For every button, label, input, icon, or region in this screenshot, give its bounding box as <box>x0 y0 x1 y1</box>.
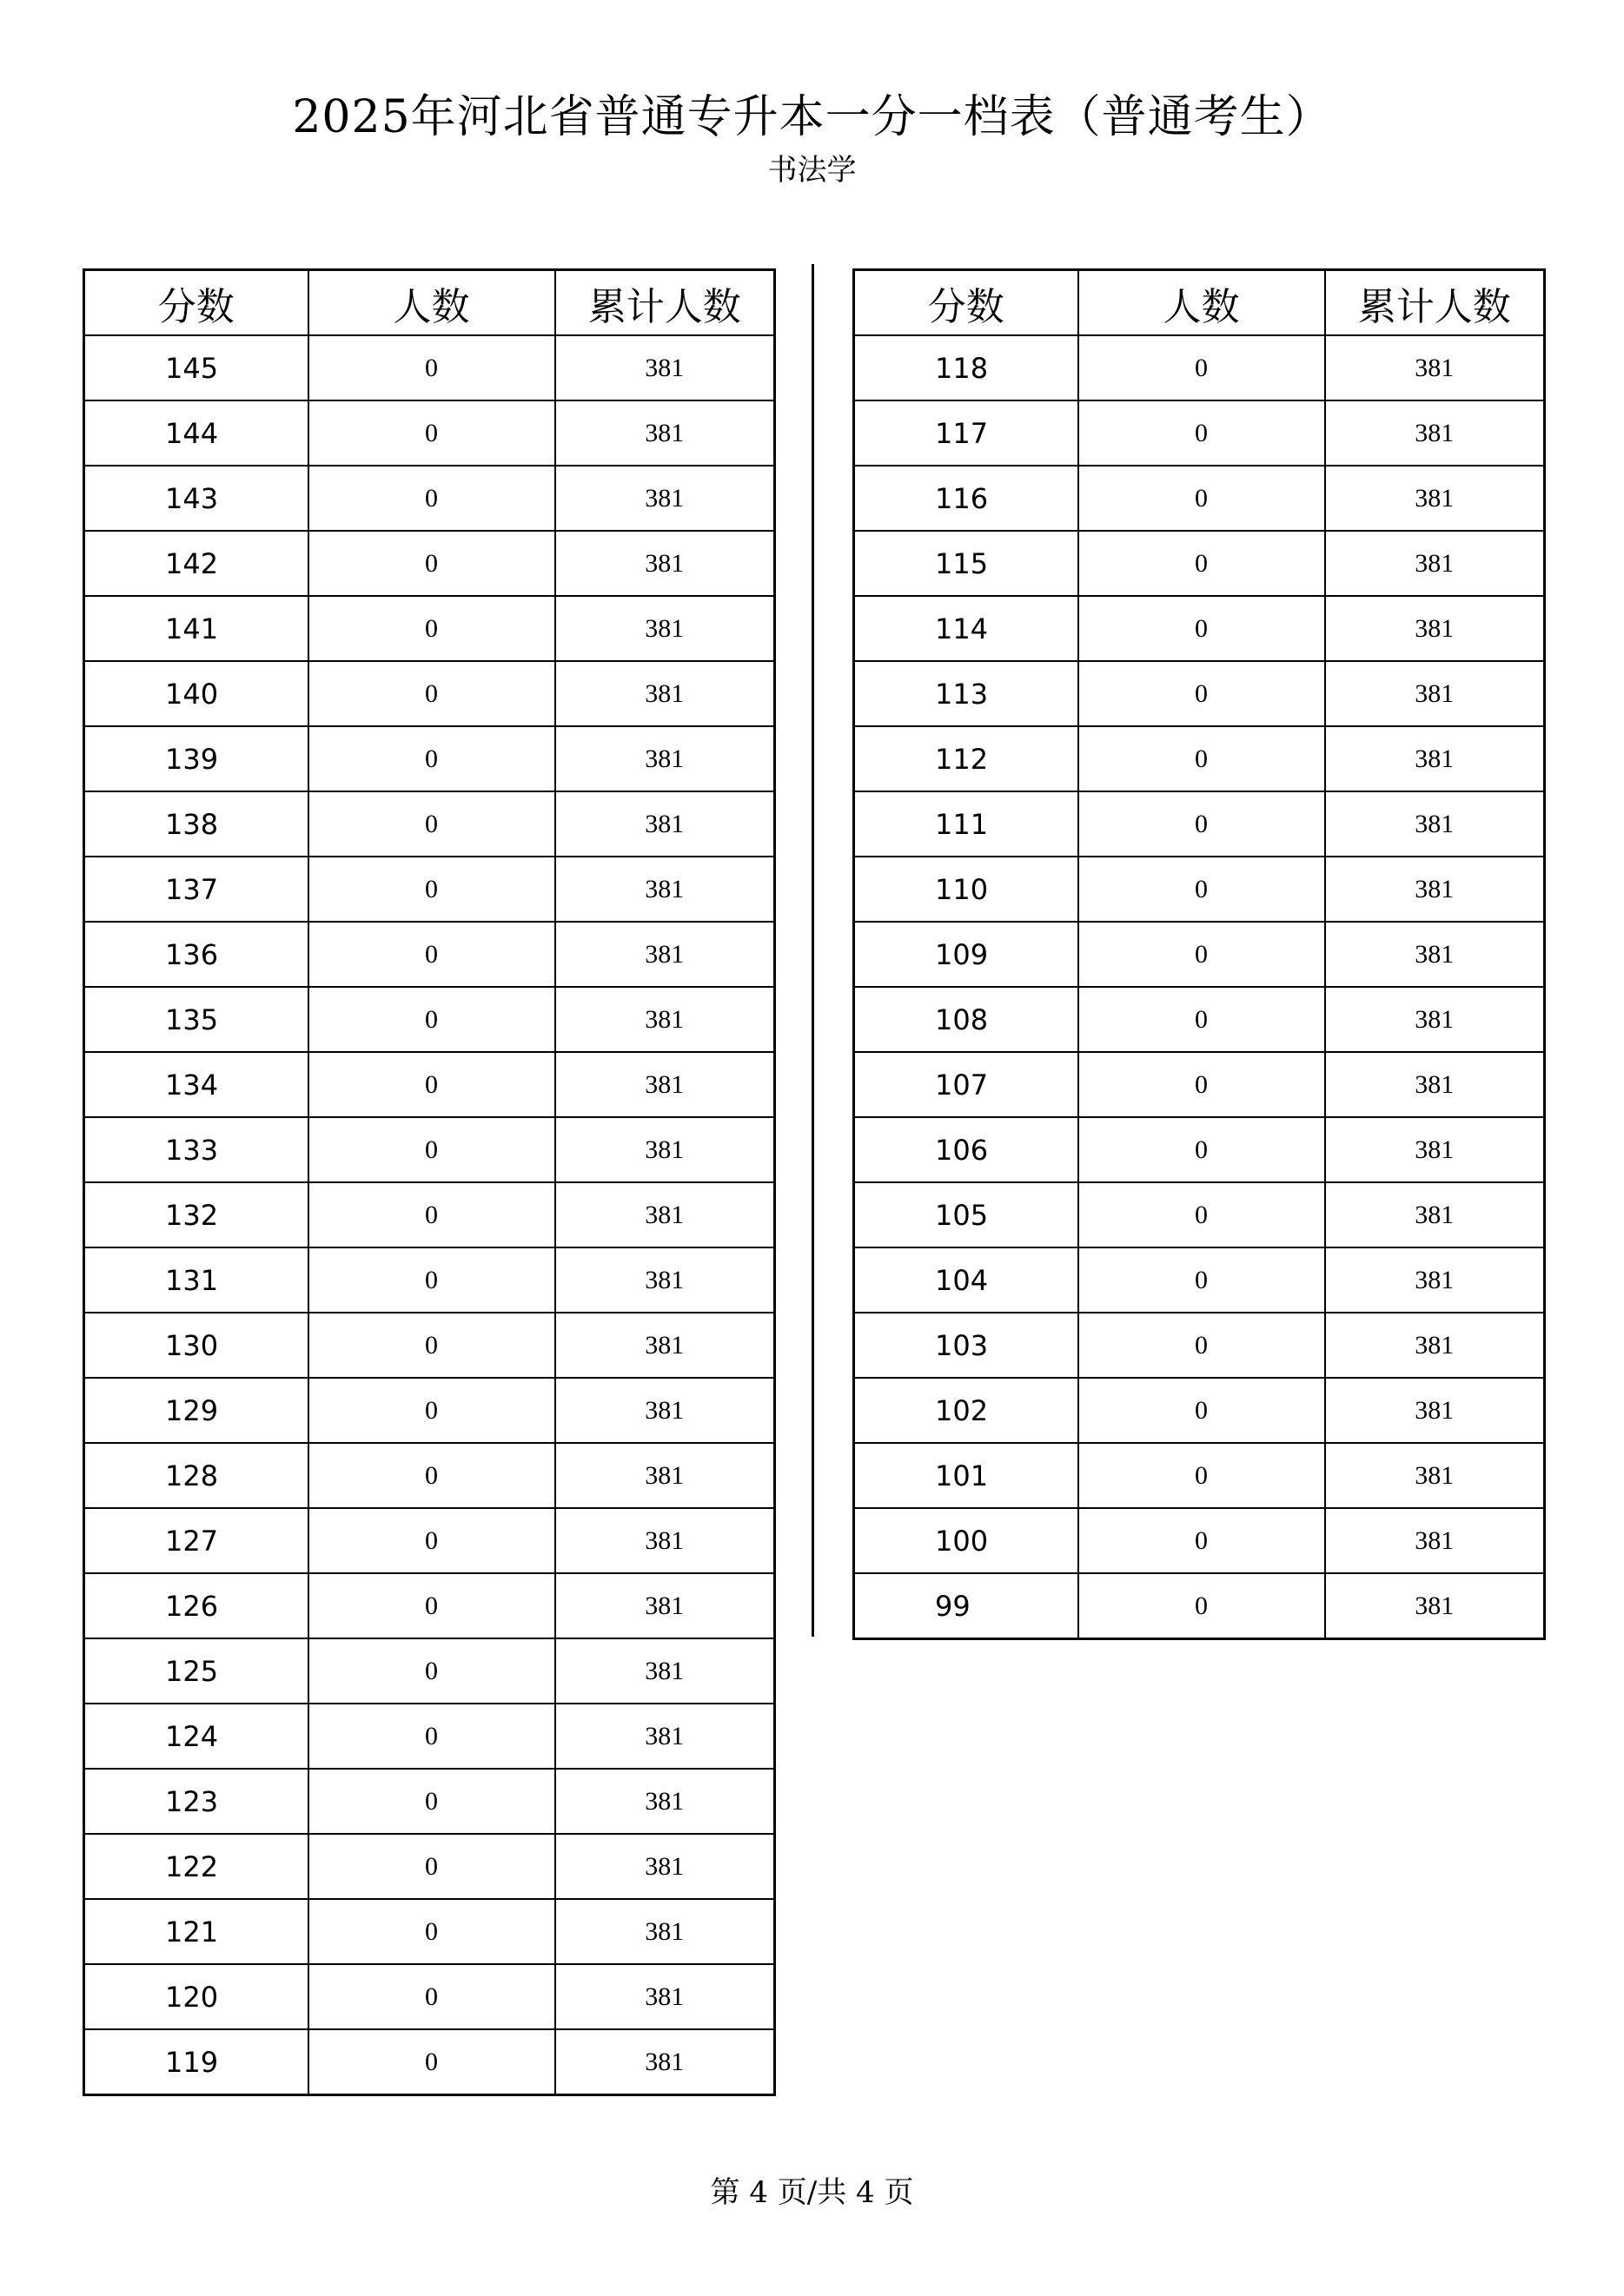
table-row <box>854 400 1545 466</box>
table-row <box>854 1508 1545 1573</box>
count-cell: 0 <box>1078 1117 1325 1182</box>
score-cell: 108 <box>854 987 1078 1052</box>
table-row <box>84 1638 775 1704</box>
cumulative-cell: 381 <box>1325 987 1545 1052</box>
score-cell: 145 <box>84 335 308 400</box>
table-row <box>84 1769 775 1834</box>
cumulative-cell: 381 <box>555 1508 775 1573</box>
table-row <box>84 791 775 857</box>
table-row <box>854 335 1545 400</box>
count-cell: 0 <box>308 1769 555 1834</box>
table-row <box>84 466 775 531</box>
count-cell: 0 <box>1078 1247 1325 1313</box>
table-row <box>84 726 775 791</box>
score-cell: 117 <box>854 400 1078 466</box>
count-cell: 0 <box>1078 1313 1325 1378</box>
cumulative-cell: 381 <box>555 1052 775 1117</box>
count-cell: 0 <box>308 791 555 857</box>
cumulative-cell: 381 <box>555 1443 775 1508</box>
page-title: 2025年河北省普通专升本一分一档表（普通考生） <box>292 91 1332 143</box>
table-row <box>854 1378 1545 1443</box>
count-cell: 0 <box>308 1313 555 1378</box>
table-row <box>84 1313 775 1378</box>
cumulative-cell: 381 <box>555 857 775 922</box>
score-cell: 125 <box>84 1638 308 1704</box>
cumulative-cell: 381 <box>555 1769 775 1834</box>
cumulative-cell: 381 <box>1325 661 1545 726</box>
cumulative-cell: 381 <box>1325 857 1545 922</box>
cumulative-cell: 381 <box>1325 791 1545 857</box>
column-divider <box>812 264 814 1637</box>
table-row <box>84 1834 775 1899</box>
count-cell: 0 <box>308 1508 555 1573</box>
score-table-right <box>852 268 1546 1640</box>
cumulative-cell: 381 <box>1325 1117 1545 1182</box>
table-row <box>84 400 775 466</box>
table-row <box>854 857 1545 922</box>
table-row <box>854 1052 1545 1117</box>
count-cell: 0 <box>308 1182 555 1247</box>
table-row <box>854 1573 1545 1639</box>
table-header-row <box>84 270 775 336</box>
score-cell: 130 <box>84 1313 308 1378</box>
page-footer: 第 4 页/共 4 页 <box>710 2175 914 2210</box>
cumulative-cell: 381 <box>555 1834 775 1899</box>
count-cell: 0 <box>1078 661 1325 726</box>
cumulative-cell: 381 <box>555 1638 775 1704</box>
score-cell: 106 <box>854 1117 1078 1182</box>
cumulative-cell: 381 <box>1325 1573 1545 1639</box>
count-cell: 0 <box>1078 335 1325 400</box>
score-cell: 124 <box>84 1704 308 1769</box>
table-row <box>84 2029 775 2095</box>
count-cell: 0 <box>308 987 555 1052</box>
cumulative-cell: 381 <box>555 1704 775 1769</box>
cumulative-cell: 381 <box>555 1313 775 1378</box>
count-cell: 0 <box>308 726 555 791</box>
score-cell: 121 <box>84 1899 308 1964</box>
count-cell: 0 <box>308 2029 555 2095</box>
column-header-cumulative: 累计人数 <box>555 270 775 336</box>
table-row <box>84 987 775 1052</box>
score-cell: 144 <box>84 400 308 466</box>
cumulative-cell: 381 <box>555 2029 775 2095</box>
score-cell: 128 <box>84 1443 308 1508</box>
cumulative-cell: 381 <box>555 596 775 661</box>
count-cell: 0 <box>308 1638 555 1704</box>
cumulative-cell: 381 <box>555 987 775 1052</box>
count-cell: 0 <box>1078 791 1325 857</box>
cumulative-cell: 381 <box>555 791 775 857</box>
count-cell: 0 <box>308 1378 555 1443</box>
count-cell: 0 <box>1078 400 1325 466</box>
cumulative-cell: 381 <box>555 531 775 596</box>
score-table-left <box>83 268 776 2096</box>
page-subtitle: 书法学 <box>767 153 857 188</box>
table-row <box>84 1899 775 1964</box>
score-cell: 133 <box>84 1117 308 1182</box>
count-cell: 0 <box>1078 987 1325 1052</box>
score-cell: 114 <box>854 596 1078 661</box>
table-row <box>854 661 1545 726</box>
cumulative-cell: 381 <box>555 400 775 466</box>
cumulative-cell: 381 <box>555 1247 775 1313</box>
table-row <box>84 1508 775 1573</box>
table-row <box>854 1443 1545 1508</box>
score-cell: 139 <box>84 726 308 791</box>
table-row <box>84 661 775 726</box>
cumulative-cell: 381 <box>1325 1052 1545 1117</box>
score-cell: 113 <box>854 661 1078 726</box>
count-cell: 0 <box>308 335 555 400</box>
table-row <box>84 1573 775 1638</box>
count-cell: 0 <box>308 857 555 922</box>
score-cell: 107 <box>854 1052 1078 1117</box>
cumulative-cell: 381 <box>1325 1508 1545 1573</box>
score-cell: 142 <box>84 531 308 596</box>
count-cell: 0 <box>1078 1508 1325 1573</box>
cumulative-cell: 381 <box>1325 1313 1545 1378</box>
score-cell: 137 <box>84 857 308 922</box>
score-cell: 129 <box>84 1378 308 1443</box>
column-header-score: 分数 <box>84 270 308 336</box>
cumulative-cell: 381 <box>1325 922 1545 987</box>
score-cell: 115 <box>854 531 1078 596</box>
score-cell: 136 <box>84 922 308 987</box>
count-cell: 0 <box>1078 531 1325 596</box>
score-cell: 122 <box>84 1834 308 1899</box>
count-cell: 0 <box>1078 726 1325 791</box>
cumulative-cell: 381 <box>1325 335 1545 400</box>
count-cell: 0 <box>308 596 555 661</box>
count-cell: 0 <box>308 922 555 987</box>
count-cell: 0 <box>308 1443 555 1508</box>
table-row <box>854 531 1545 596</box>
score-cell: 104 <box>854 1247 1078 1313</box>
score-cell: 99 <box>854 1573 1078 1639</box>
table-row <box>84 1704 775 1769</box>
cumulative-cell: 381 <box>1325 400 1545 466</box>
score-cell: 134 <box>84 1052 308 1117</box>
cumulative-cell: 381 <box>555 661 775 726</box>
cumulative-cell: 381 <box>555 1964 775 2029</box>
count-cell: 0 <box>1078 466 1325 531</box>
cumulative-cell: 381 <box>1325 1443 1545 1508</box>
table-row <box>854 922 1545 987</box>
score-cell: 132 <box>84 1182 308 1247</box>
score-cell: 120 <box>84 1964 308 2029</box>
table-row <box>84 1052 775 1117</box>
table-row <box>84 531 775 596</box>
count-cell: 0 <box>1078 596 1325 661</box>
table-row <box>84 1443 775 1508</box>
count-cell: 0 <box>308 1834 555 1899</box>
cumulative-cell: 381 <box>555 922 775 987</box>
score-cell: 123 <box>84 1769 308 1834</box>
score-cell: 102 <box>854 1378 1078 1443</box>
score-cell: 118 <box>854 335 1078 400</box>
table-row <box>854 1247 1545 1313</box>
score-cell: 135 <box>84 987 308 1052</box>
table-row <box>854 1313 1545 1378</box>
count-cell: 0 <box>308 1573 555 1638</box>
cumulative-cell: 381 <box>555 335 775 400</box>
column-header-cumulative: 累计人数 <box>1325 270 1545 336</box>
table-row <box>854 1182 1545 1247</box>
cumulative-cell: 381 <box>1325 1182 1545 1247</box>
score-cell: 105 <box>854 1182 1078 1247</box>
count-cell: 0 <box>1078 857 1325 922</box>
cumulative-cell: 381 <box>555 1573 775 1638</box>
cumulative-cell: 381 <box>1325 531 1545 596</box>
column-header-score: 分数 <box>854 270 1078 336</box>
count-cell: 0 <box>1078 922 1325 987</box>
count-cell: 0 <box>308 466 555 531</box>
table-row <box>84 922 775 987</box>
score-cell: 111 <box>854 791 1078 857</box>
table-row <box>84 1378 775 1443</box>
table-header-row <box>854 270 1545 336</box>
score-cell: 101 <box>854 1443 1078 1508</box>
count-cell: 0 <box>308 1899 555 1964</box>
cumulative-cell: 381 <box>555 466 775 531</box>
table-row <box>84 1117 775 1182</box>
cumulative-cell: 381 <box>1325 1378 1545 1443</box>
cumulative-cell: 381 <box>555 1378 775 1443</box>
count-cell: 0 <box>308 1117 555 1182</box>
cumulative-cell: 381 <box>555 1899 775 1964</box>
count-cell: 0 <box>308 531 555 596</box>
table-row <box>84 857 775 922</box>
cumulative-cell: 381 <box>555 1182 775 1247</box>
score-cell: 110 <box>854 857 1078 922</box>
count-cell: 0 <box>1078 1573 1325 1639</box>
score-cell: 127 <box>84 1508 308 1573</box>
count-cell: 0 <box>308 1964 555 2029</box>
score-cell: 116 <box>854 466 1078 531</box>
score-cell: 131 <box>84 1247 308 1313</box>
cumulative-cell: 381 <box>1325 596 1545 661</box>
score-cell: 103 <box>854 1313 1078 1378</box>
score-cell: 109 <box>854 922 1078 987</box>
score-cell: 100 <box>854 1508 1078 1573</box>
count-cell: 0 <box>308 1704 555 1769</box>
count-cell: 0 <box>308 400 555 466</box>
count-cell: 0 <box>1078 1052 1325 1117</box>
score-cell: 143 <box>84 466 308 531</box>
count-cell: 0 <box>308 1052 555 1117</box>
score-cell: 141 <box>84 596 308 661</box>
table-row <box>84 1182 775 1247</box>
cumulative-cell: 381 <box>555 726 775 791</box>
table-row <box>84 596 775 661</box>
table-row <box>854 466 1545 531</box>
cumulative-cell: 381 <box>1325 726 1545 791</box>
table-row <box>84 1247 775 1313</box>
score-cell: 140 <box>84 661 308 726</box>
cumulative-cell: 381 <box>1325 466 1545 531</box>
count-cell: 0 <box>1078 1378 1325 1443</box>
column-header-count: 人数 <box>308 270 555 336</box>
column-header-count: 人数 <box>1078 270 1325 336</box>
count-cell: 0 <box>1078 1182 1325 1247</box>
score-cell: 138 <box>84 791 308 857</box>
count-cell: 0 <box>308 661 555 726</box>
table-row <box>84 1964 775 2029</box>
table-row <box>854 596 1545 661</box>
count-cell: 0 <box>308 1247 555 1313</box>
table-row <box>84 335 775 400</box>
table-row <box>854 987 1545 1052</box>
cumulative-cell: 381 <box>555 1117 775 1182</box>
score-cell: 126 <box>84 1573 308 1638</box>
cumulative-cell: 381 <box>1325 1247 1545 1313</box>
table-row <box>854 791 1545 857</box>
count-cell: 0 <box>1078 1443 1325 1508</box>
table-row <box>854 1117 1545 1182</box>
table-row <box>854 726 1545 791</box>
score-cell: 119 <box>84 2029 308 2095</box>
score-cell: 112 <box>854 726 1078 791</box>
